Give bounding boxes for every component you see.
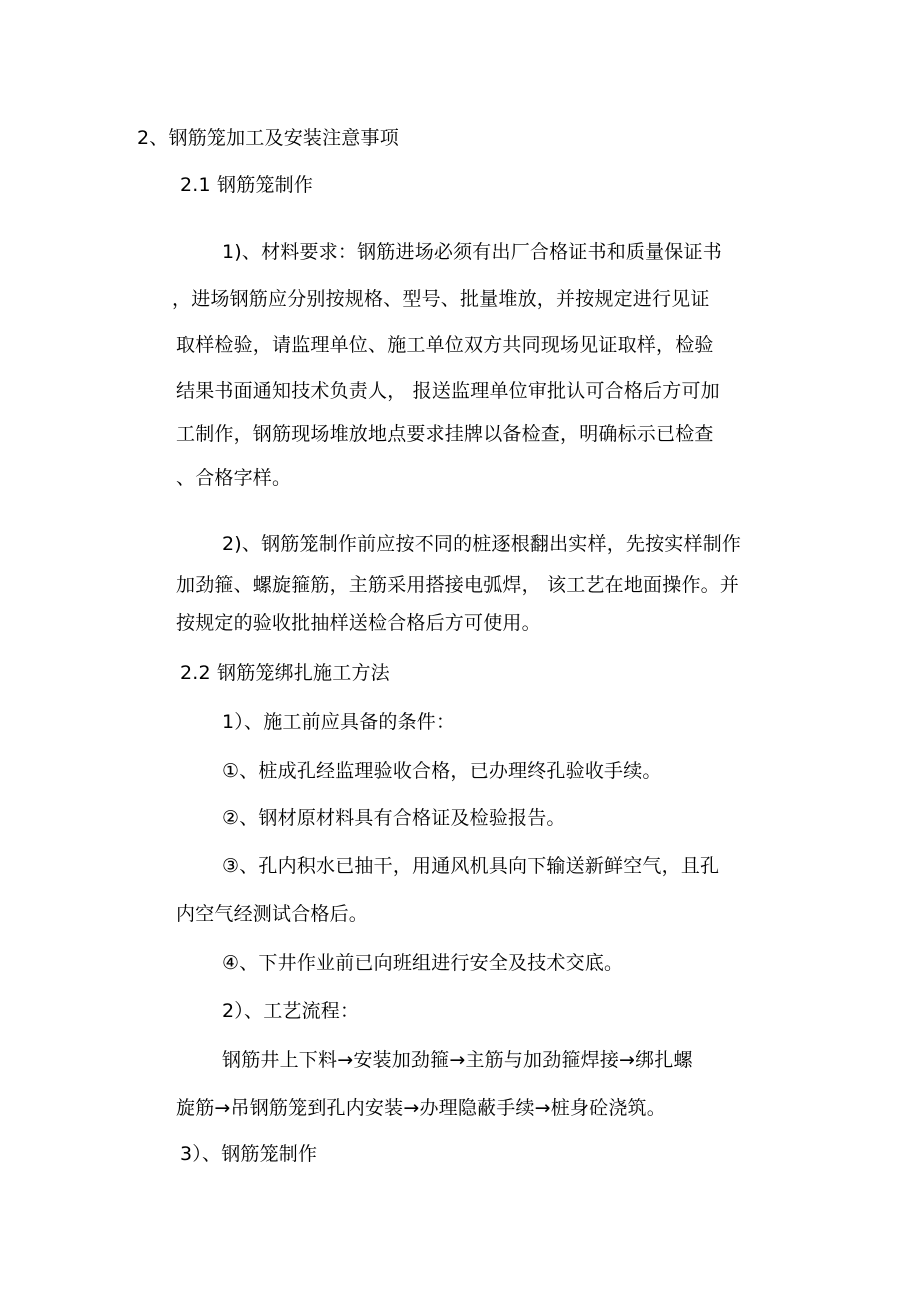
condition-2: ②、钢材原材料具有合格证及检验报告。 [222,807,566,829]
item1-line-3: 取样检验，请监理单位、施工单位双方共同现场见证取样，检验 [176,334,714,356]
item1-line-6: 、合格字样。 [176,467,292,489]
subsection-heading-2-1: 2.1 钢筋笼制作 [180,174,314,196]
item2-line-1: 2)、钢筋笼制作前应按不同的桩逐根翻出实样，先按实样制作 [222,533,742,555]
item3-title: 3）、钢筋笼制作 [180,1143,318,1165]
process-title: 2）、工艺流程： [222,1000,360,1022]
condition-3-line-2: 内空气经测试合格后。 [176,903,369,925]
item2-line-2: 加劲箍、螺旋箍筋，主筋采用搭接电弧焊， 该工艺在地面操作。并 [176,574,740,596]
section-title: 2、钢筋笼加工及安装注意事项 [137,127,399,149]
item1-line-4: 结果书面通知技术负责人， 报送监理单位审批认可合格后方可加 [176,380,720,402]
condition-1: ①、桩成孔经监理验收合格，已办理终孔验收手续。 [222,760,662,782]
subsection-heading-2-2: 2.2 钢筋笼绑扎施工方法 [180,662,390,684]
item1-line-1: 1)、材料要求：钢筋进场必须有出厂合格证书和质量保证书 [222,241,722,263]
condition-4: ④、下井作业前已向班组进行安全及技术交底。 [222,952,624,974]
process-line-1: 钢筋井上下料→安装加劲箍→主筋与加劲箍焊接→绑扎螺 [222,1049,693,1071]
item2-line-3: 按规定的验收批抽样送检合格后方可使用。 [176,612,541,634]
condition-3-line-1: ③、孔内积水已抽干，用通风机具向下输送新鲜空气，且孔 [222,855,720,877]
process-line-2: 旋筋→吊钢筋笼到孔内安装→办理隐蔽手续→桩身砼浇筑。 [176,1097,666,1119]
conditions-title: 1）、施工前应具备的条件： [222,711,456,733]
item1-line-5: 工制作，钢筋现场堆放地点要求挂牌以备检查，明确标示已检查 [176,423,714,445]
item1-line-2: ，进场钢筋应分别按规格、型号、批量堆放，并按规定进行见证 [172,288,710,310]
